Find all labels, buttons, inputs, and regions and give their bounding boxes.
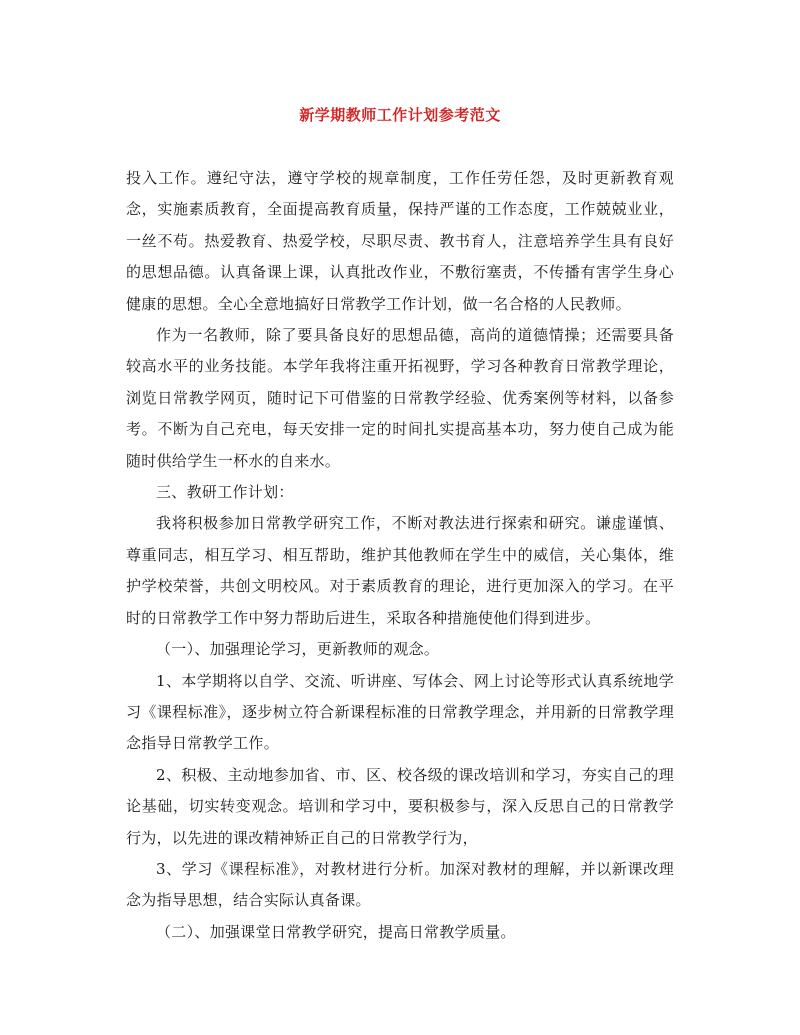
document-body bbox=[126, 163, 674, 948]
list-item: 2、积极、主动地参加省、市、区、校各级的课改培训和学习，夯实自己的理论基础，切实转变观念。培训和学习中，要积极参与，深入反思自己的日常教学行为，以先进的课改精神矫正自己的日常教学行为， bbox=[126, 765, 674, 847]
paragraph: 投入工作。遵纪守法，遵守学校的规章制度，工作任劳任怨，及时更新教育观念，实施素质教育，全面提高教育质量，保持严谨的工作态度，工作兢兢业业，一丝不苟。热爱教育、热爱学校，尽职尽责、教书育人，注意培养学生具有良好的思想品德。认真备课上课，认真批改作业，不敷衍塞责，不传播有害学生身心健康的思想。全心全意地搞好日常教学工作计划，做一名合格的人民教师。 bbox=[126, 169, 674, 313]
subsection-heading: （一）、加强理论学习，更新教师的观念。 bbox=[156, 640, 440, 659]
document-title: 新学期教师工作计划参考范文 bbox=[299, 106, 501, 124]
paragraph: 我将积极参加日常教学研究工作，不断对教法进行探索和研究。谦虚谨慎、尊重同志，相互学习、相互帮助，维护其他教师在学生中的威信，关心集体，维护学校荣誉，共创文明校风。对于素质教育的理论，进行更加深入的学习。在平时的日常教学工作中努力帮助后进生，采取各种措施使他们得到进步。 bbox=[126, 514, 674, 627]
paragraph: 作为一名教师，除了要具备良好的思想品德，高尚的道德情操；还需要具备较高水平的业务技能。本学年我将注重开拓视野，学习各种教育日常教学理论，浏览日常教学网页，随时记下可借鉴的日常教学经验、优秀案例等材料，以备参考。不断为自己充电，每天安排一定的时间扎实提高基本功，努力使自己成为能随时供给学生一杯水的自来水。 bbox=[126, 326, 674, 470]
list-item: 3、学习《课程标准》，对教材进行分析。加深对教材的理解，并以新课改理念为指导思想，结合实际认真备课。 bbox=[126, 859, 674, 910]
subsection-heading: （二）、加强课堂日常教学研究，提高日常教学质量。 bbox=[156, 922, 516, 941]
list-item: 1、本学期将以自学、交流、听讲座、写体会、网上讨论等形式认真系统地学习《课程标准》，逐步树立符合新课程标准的日常教学理念，并用新的日常教学理念指导日常教学工作。 bbox=[126, 671, 674, 753]
section-heading: 三、教研工作计划： bbox=[156, 483, 294, 502]
